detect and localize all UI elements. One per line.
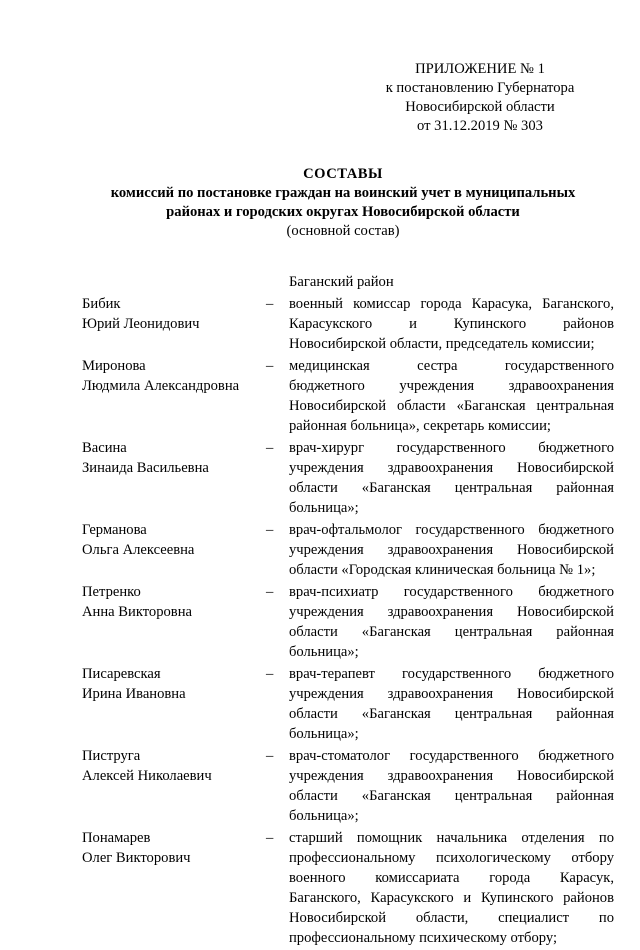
member-dash: – — [266, 830, 274, 846]
member-position-line: больница»; — [289, 808, 359, 824]
member-entry — [82, 520, 614, 580]
member-position — [289, 582, 614, 662]
member-position-line: военный комиссар города Карасука, Баганского, — [289, 296, 614, 312]
member-position-line: Новосибирской области, председатель комиссии; — [289, 336, 595, 352]
document-subtitle-line-3: (основной состав) — [286, 223, 400, 239]
member-position-line: врач-стоматолог государственного бюджетного — [289, 748, 614, 764]
member-position-line: Новосибирской области, специалист по — [289, 910, 614, 926]
member-position-line: врач-офтальмолог государственного бюджетного — [289, 522, 614, 538]
member-position-line: Карасукского и Купинского районов — [289, 316, 614, 332]
appendix-title: ПРИЛОЖЕНИЕ № 1 — [415, 61, 545, 77]
appendix-date-number: от 31.12.2019 № 303 — [417, 118, 543, 134]
member-position-line: врач-хирург государственного бюджетного — [289, 440, 614, 456]
member-dash: – — [266, 440, 274, 456]
member-position-line: области «Баганская центральная районная — [289, 624, 614, 640]
document-subtitle-line-2: районах и городских округах Новосибирской области — [166, 204, 520, 220]
appendix-block — [380, 60, 580, 136]
member-position-line: районная больница», секретарь комиссии; — [289, 418, 551, 434]
member-position — [289, 828, 614, 948]
member-position-line: области «Городская клиническая больница № 1»; — [289, 562, 596, 578]
member-position-line: медицинская сестра государственного — [289, 358, 614, 374]
appendix-region: Новосибирской области — [405, 99, 555, 115]
member-surname: Пиструга — [82, 748, 141, 764]
member-surname: Писаревская — [82, 666, 161, 682]
member-entry — [82, 746, 614, 826]
member-position-line: больница»; — [289, 726, 359, 742]
member-given-name: Ирина Ивановна — [82, 686, 186, 702]
member-entry — [82, 294, 614, 354]
document-title: СОСТАВЫ — [303, 166, 383, 182]
member-entry — [82, 438, 614, 518]
member-position — [289, 356, 614, 436]
member-given-name: Юрий Леонидович — [82, 316, 200, 332]
member-given-name: Алексей Николаевич — [82, 768, 212, 784]
member-position-line: врач-психиатр государственного бюджетного — [289, 584, 614, 600]
member-position — [289, 438, 614, 518]
member-position-line: области «Баганская центральная районная — [289, 480, 614, 496]
member-name — [82, 520, 262, 560]
member-position-line: Баганского, Карасукского и Купинского районов — [289, 890, 614, 906]
district-name: Баганский район — [289, 274, 394, 290]
member-dash: – — [266, 748, 274, 764]
member-name — [82, 294, 262, 334]
member-dash: – — [266, 666, 274, 682]
member-surname: Миронова — [82, 358, 146, 374]
member-name — [82, 438, 262, 478]
member-position-line: профессиональному психологическому отбору — [289, 850, 614, 866]
member-surname: Васина — [82, 440, 127, 456]
member-surname: Петренко — [82, 584, 141, 600]
member-position-line: врач-терапевт государственного бюджетного — [289, 666, 614, 682]
member-entry — [82, 664, 614, 744]
member-given-name: Людмила Александровна — [82, 378, 240, 394]
member-position-line: военного комиссариата города Карасук, — [289, 870, 614, 886]
member-position — [289, 664, 614, 744]
member-position-line: больница»; — [289, 500, 359, 516]
member-entry — [82, 582, 614, 662]
member-dash: – — [266, 296, 274, 312]
member-given-name: Ольга Алексеевна — [82, 542, 195, 558]
member-entry — [82, 828, 614, 948]
member-dash: – — [266, 584, 274, 600]
member-position-line: больница»; — [289, 644, 359, 660]
member-position-line: области «Баганская центральная районная — [289, 788, 614, 804]
member-name — [82, 746, 262, 786]
member-dash: – — [266, 358, 274, 374]
member-surname: Германова — [82, 522, 147, 538]
member-position-line: области «Баганская центральная районная — [289, 706, 614, 722]
member-position-line: учреждения здравоохранения Новосибирской — [289, 768, 614, 784]
member-surname: Бибик — [82, 296, 121, 312]
member-given-name: Олег Викторович — [82, 850, 191, 866]
member-position-line: профессиональному психическому отбору; — [289, 930, 558, 946]
document-subtitle-line-1: комиссий по постановке граждан на воинский учет в муниципальных — [110, 185, 576, 201]
member-name — [82, 356, 262, 396]
member-surname: Понамарев — [82, 830, 151, 846]
member-given-name: Зинаида Васильевна — [82, 460, 209, 476]
member-position-line: учреждения здравоохранения Новосибирской — [289, 604, 614, 620]
member-position-line: учреждения здравоохранения Новосибирской — [289, 686, 614, 702]
member-position — [289, 294, 614, 354]
member-position-line: учреждения здравоохранения Новосибирской — [289, 460, 614, 476]
member-position-line: учреждения здравоохранения Новосибирской — [289, 542, 614, 558]
member-position-line: Новосибирской области «Баганская центральная — [289, 398, 614, 414]
member-name — [82, 664, 262, 704]
member-entry — [82, 356, 614, 436]
member-given-name: Анна Викторовна — [82, 604, 192, 620]
appendix-reference: к постановлению Губернатора — [385, 80, 575, 96]
member-dash: – — [266, 522, 274, 538]
member-position-line: старший помощник начальника отделения по — [289, 830, 614, 846]
member-position-line: бюджетного учреждения здравоохранения — [289, 378, 614, 394]
member-position — [289, 520, 614, 580]
document-heading — [0, 165, 640, 241]
member-name — [82, 582, 262, 622]
member-name — [82, 828, 262, 868]
member-position — [289, 746, 614, 826]
members-list — [82, 294, 614, 950]
